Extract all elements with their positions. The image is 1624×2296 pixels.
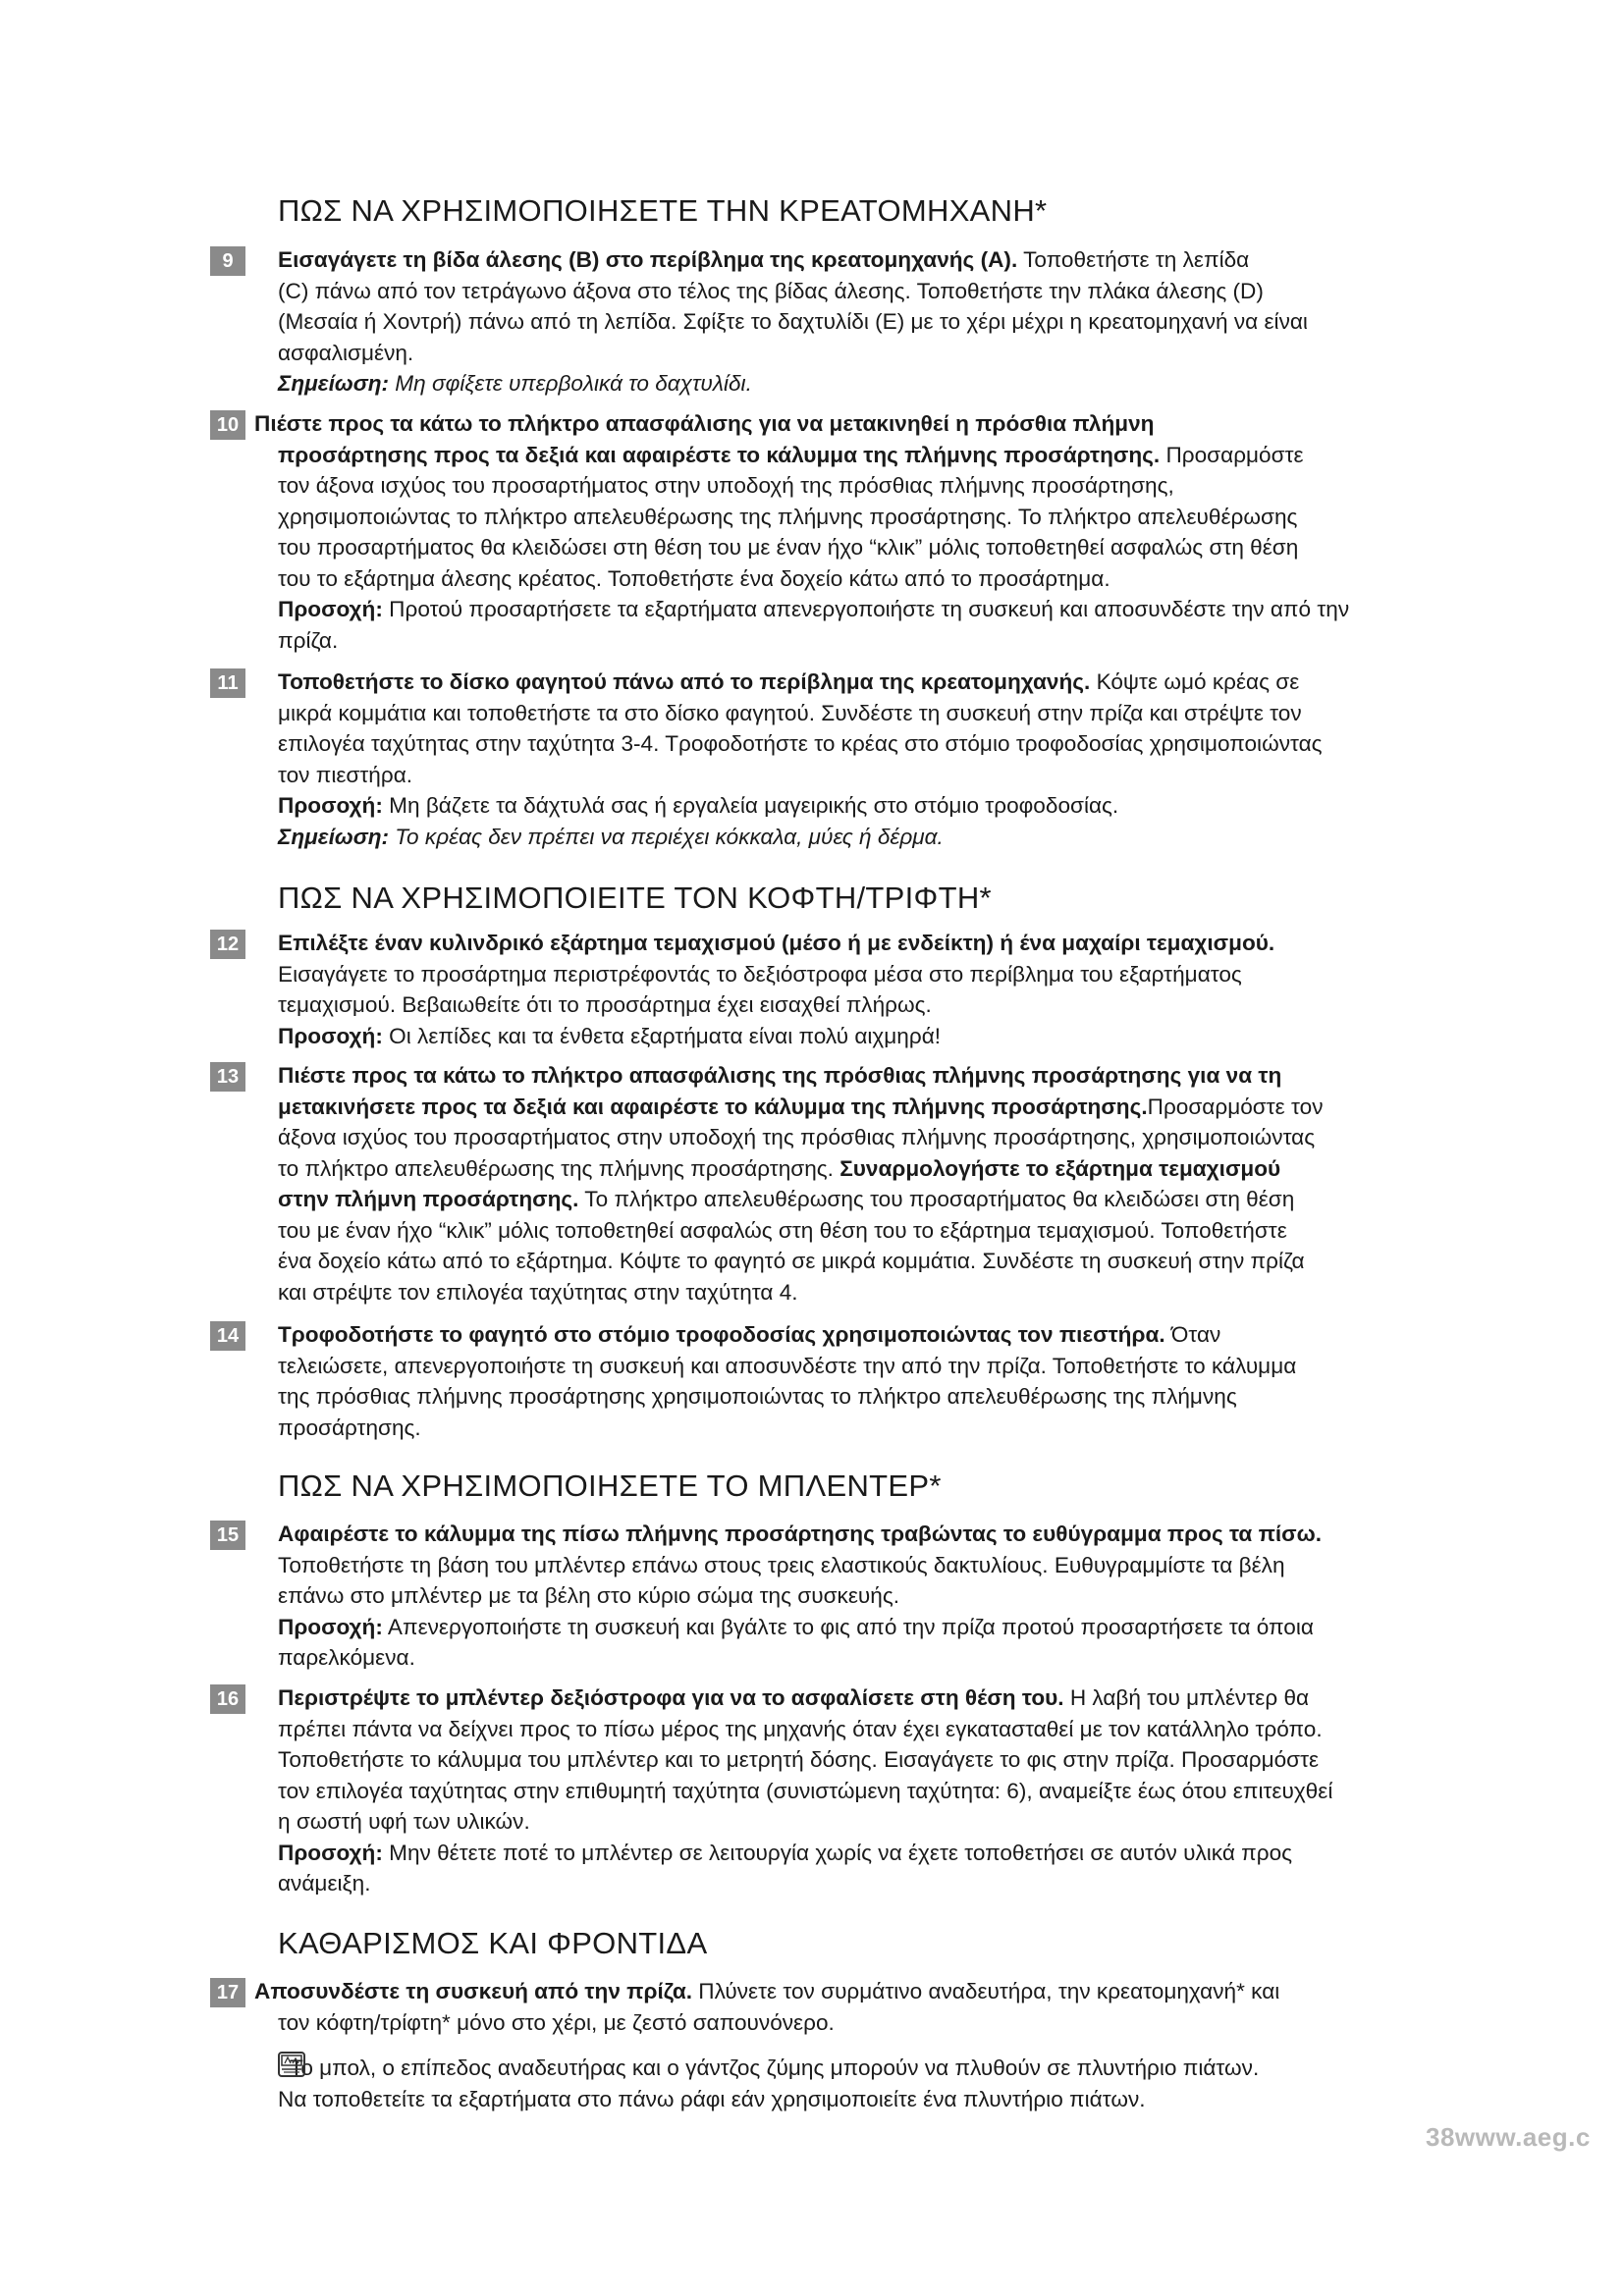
step-number-badge: 13 — [210, 1062, 245, 1092]
step-number-badge: 17 — [210, 1978, 245, 2007]
step-number-badge: 16 — [210, 1684, 245, 1714]
step-text: Πιέστε προς τα κάτω το πλήκτρο απασφάλισης της πρόσθιας πλήμνης προσάρτησης για να τη μετακινήσετε προς τα δεξιά και αφαιρέστε το κάλυμμα της πλήμνης προσάρτησης.Προσαρμόστε τον άξονα ισχύος του προσαρτήματος στην υποδοχή της πρόσθιας πλήμνης προσάρτησης, χρησιμοποιώντας το πλήκτρο απελευθέρωσης της πλήμνης προσάρτησης. Συναρμολογήστε το εξάρτημα τεμαχισμού στην πλήμνη προσάρτησης. Το πλήκτρο απελευθέρωσης του προσαρτήματος θα κλειδώσει στη θέση του με έναν ήχο “κλικ” μόλις τοποθετηθεί ασφαλώς στη θέση του το εξάρτημα τεμαχισμού. Τοποθετήστε ένα δοχείο κάτω από το εξάρτημα. Κόψτε το φαγητό σε μικρά κομμάτια. Συνδέστε τη συσκευή στην πρίζα και στρέψτε τον επιλογέα ταχύτητας στην ταχύτητα 4. — [278, 1063, 1324, 1305]
step-number-badge: 12 — [210, 930, 245, 959]
step-16 — [210, 1682, 1487, 1899]
step-17 — [210, 1976, 1487, 2114]
step-number-badge: 14 — [210, 1321, 245, 1351]
step-text: Περιστρέψτε το μπλέντερ δεξιόστροφα για να το ασφαλίσετε στη θέση του. Η λαβή του μπλέντερ θα πρέπει πάντα να δείχνει προς το πίσω μέρος της μηχανής όταν έχει εγκατασταθεί με τον κατάλληλο τρόπο. Τοποθετήστε το κάλυμμα του μπλέντερ και το μετρητή δόσης. Εισαγάγετε το φις στην πρίζα. Προσαρμόστε τον επιλογέα ταχύτητας στην επιθυμητή ταχύτητα (συνιστώμενη ταχύτητα: 6), αναμείξτε έως ότου επιτευχθεί η σωστή υφή των υλικών. Προσοχή: Μην θέτετε ποτέ το μπλέντερ σε λειτουργία χωρίς να έχετε τοποθετήσει σε αυτόν υλικά προς ανάμειξη. — [278, 1682, 1487, 1899]
step-10 — [210, 408, 1487, 656]
step-13 — [210, 1060, 1487, 1308]
step-number-badge: 11 — [210, 668, 245, 698]
section-title-meat-mincer: ΠΩΣ ΝΑ ΧΡΗΣΙΜΟΠΟΙΗΣΕΤΕ ΤΗΝ ΚΡΕΑΤΟΜΗΧΑΝΗ* — [278, 193, 1048, 228]
page-number-footer: 38www.aeg.c — [1426, 2122, 1591, 2152]
step-text: Αποσυνδέστε τη συσκευή από την πρίζα. Πλύνετε τον συρμάτινο αναδευτήρα, την κρεατομηχανή* και τον κόφτη/τρίφτη* μόνο στο χέρι, με ζεστό σαπουνόνερο. Το μπολ, ο επίπεδος αναδευτήρας και ο γάντζος ζύμης μπορούν να πλυθούν σε πλυντήριο πιάτων. Να τοποθετείτε τα εξαρτήματα στο πάνω ράφι εάν χρησιμοποιείτε ένα πλυντήριο πιάτων. — [254, 1979, 1280, 2111]
note: Σημείωση: Το κρέας δεν πρέπει να περιέχει κόκκαλα, μύες ή δέρμα. — [278, 824, 944, 849]
step-number-badge: 9 — [210, 246, 245, 276]
step-11 — [210, 667, 1487, 852]
step-text: Τροφοδοτήστε το φαγητό στο στόμιο τροφοδοσίας χρησιμοποιώντας τον πιεστήρα. Όταν τελειώσετε, απενεργοποιήστε τη συσκευή και αποσυνδέστε την από την πρίζα. Τοποθετήστε το κάλυμμα της πρόσθιας πλήμνης προσάρτησης χρησιμοποιώντας το πλήκτρο απελευθέρωσης της πλήμνης προσάρτησης. — [278, 1322, 1297, 1440]
section-title-blender: ΠΩΣ ΝΑ ΧΡΗΣΙΜΟΠΟΙΗΣΕΤΕ ΤΟ ΜΠΛΕΝΤΕΡ* — [278, 1468, 942, 1503]
step-15 — [210, 1519, 1487, 1674]
caution: Προσοχή: Προτού προσαρτήσετε τα εξαρτήματα απενεργοποιήστε τη συσκευή και αποσυνδέστε την από την — [278, 597, 1350, 621]
caution: Προσοχή: Απενεργοποιήστε τη συσκευή και βγάλτε το φις από την πρίζα προτού προσαρτήσετε τα όποια — [278, 1614, 1314, 1639]
step-text: Επιλέξτε έναν κυλινδρικό εξάρτημα τεμαχισμού (μέσο ή με ενδείκτη) ή ένα μαχαίρι τεμαχισμού. Εισαγάγετε το προσάρτημα περιστρέφοντάς το δεξιόστροφα μέσα στο περίβλημα του εξαρτήματος τεμαχισμού. Βεβαιωθείτε ότι το προσάρτημα έχει εισαχθεί πλήρως. Προσοχή: Οι λεπίδες και τα ένθετα εξαρτήματα είναι πολύ αιχμηρά! — [278, 928, 1487, 1051]
step-12 — [210, 928, 1487, 1051]
step-number-badge: 10 — [210, 410, 245, 440]
step-number-badge: 15 — [210, 1521, 245, 1550]
step-text: Εισαγάγετε τη βίδα άλεσης (B) στο περίβλημα της κρεατομηχανής (A). Τοποθετήστε τη λεπίδα (C) πάνω από τον τετράγωνο άξονα στο τέλος της βίδας άλεσης. Τοποθετήστε την πλάκα άλεσης (D) (Μεσαία ή Χοντρή) πάνω από τη λεπίδα. Σφίξτε το δαχτυλίδι (E) με το χέρι μέχρι η κρεατομηχανή να είναι ασφαλισμένη. Σημείωση: Μη σφίξετε υπερβολικά το δαχτυλίδι. — [278, 244, 1487, 400]
dishwasher-icon — [278, 2052, 305, 2077]
caution: Προσοχή: Μην θέτετε ποτέ το μπλέντερ σε λειτουργία χωρίς να έχετε τοποθετήσει σε αυτόν υλικά προς — [278, 1840, 1293, 1865]
section-title-slicer: ΠΩΣ ΝΑ ΧΡΗΣΙΜΟΠΟΙΕΙΤΕ ΤΟΝ ΚΟΦΤΗ/ΤΡΙΦΤΗ* — [278, 881, 992, 915]
step-9 — [210, 244, 1487, 400]
step-14 — [210, 1319, 1487, 1443]
step-text: Αφαιρέστε το κάλυμμα της πίσω πλήμνης προσάρτησης τραβώντας το ευθύγραμμα προς τα πίσω. Τοποθετήστε τη βάση του μπλέντερ επάνω στους τρεις ελαστικούς δακτυλίους. Ευθυγραμμίστε τα βέλη επάνω στο μπλέντερ με τα βέλη στο κύριο σώμα της συσκευής. Προσοχή: Απενεργοποιήστε τη συσκευή και βγάλτε το φις από την πρίζα προτού προσαρτήσετε τα όποια παρελκόμενα. — [278, 1519, 1487, 1674]
section-title-cleaning: ΚΑΘΑΡΙΣΜΟΣ ΚΑΙ ΦΡΟΝΤΙΔΑ — [278, 1926, 708, 1960]
step-text: Τοποθετήστε το δίσκο φαγητού πάνω από το περίβλημα της κρεατομηχανής. Κόψτε ωμό κρέας σε μικρά κομμάτια και τοποθετήστε τα στο δίσκο φαγητού. Συνδέστε τη συσκευή στην πρίζα και στρέψτε τον επιλογέα ταχύτητας στην ταχύτητα 3-4. Τροφοδοτήστε το κρέας στο στόμιο τροφοδοσίας χρησιμοποιώντας τον πιεστήρα. Προσοχή: Μη βάζετε τα δάχτυλά σας ή εργαλεία μαγειρικής στο στόμιο τροφοδοσίας. Σημείωση: Το κρέας δεν πρέπει να περιέχει κόκκαλα, μύες ή δέρμα. — [278, 667, 1487, 852]
caution: Προσοχή: Μη βάζετε τα δάχτυλά σας ή εργαλεία μαγειρικής στο στόμιο τροφοδοσίας. — [278, 793, 1119, 818]
note: Σημείωση: Μη σφίξετε υπερβολικά το δαχτυλίδι. — [278, 371, 752, 396]
step-text: Πιέστε προς τα κάτω το πλήκτρο απασφάλισης για να μετακινηθεί η πρόσθια πλήμνη προσάρτησης προς τα δεξιά και αφαιρέστε το κάλυμμα της πλήμνης προσάρτησης. Προσαρμόστε τον άξονα ισχύος του προσαρτήματος στην υποδοχή της πρόσθιας πλήμνης προσάρτησης, χρησιμοποιώντας το πλήκτρο απελευθέρωσης της πλήμνης προσάρτησης. Το πλήκτρο απελευθέρωσης του προσαρτήματος θα κλειδώσει στη θέση του με έναν ήχο “κλικ” μόλις τοποθετηθεί ασφαλώς στη θέση του το εξάρτημα άλεσης κρέατος. Τοποθετήστε ένα δοχείο κάτω από το προσάρτημα. Προσοχή: Προτού προσαρτήσετε τα εξαρτήματα απενεργοποιήστε τη συσκευή και αποσυνδέστε την από την πρίζα. — [254, 408, 1487, 656]
caution: Προσοχή: Οι λεπίδες και τα ένθετα εξαρτήματα είναι πολύ αιχμηρά! — [278, 1023, 942, 1048]
